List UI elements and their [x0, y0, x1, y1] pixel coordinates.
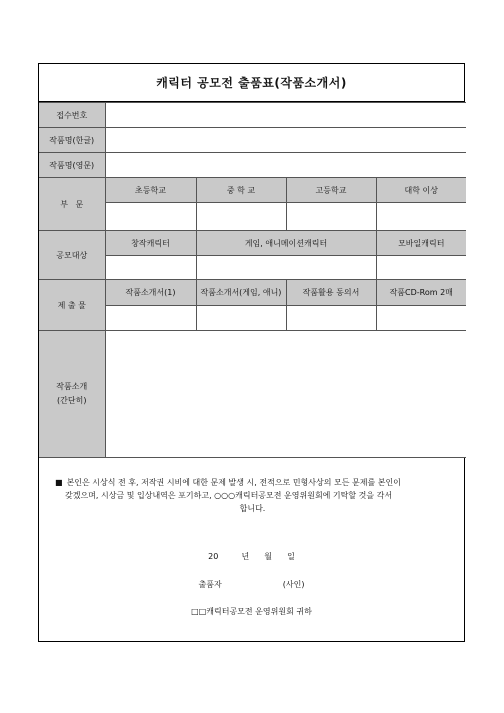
- intro-label: 작품소개 (간단히): [39, 331, 105, 458]
- category-option: 창작캐릭터: [105, 231, 196, 256]
- division-option: 고등학교: [286, 178, 376, 203]
- division-option: 대학 이상: [376, 178, 466, 203]
- category-check-original[interactable]: [105, 256, 196, 280]
- submissions-label: 제 출 물: [39, 280, 105, 331]
- submission-check-cdrom[interactable]: [376, 306, 466, 331]
- division-check-middle[interactable]: [196, 203, 286, 231]
- form-table: [39, 102, 466, 458]
- submission-check-intro-game[interactable]: [196, 306, 286, 331]
- intro-field[interactable]: [105, 331, 466, 458]
- pledge-line: 합니다.: [239, 504, 266, 513]
- category-option: 모바일캐릭터: [376, 231, 466, 256]
- category-check-game-animation[interactable]: [196, 256, 376, 280]
- date-year-prefix: 20: [208, 552, 219, 561]
- category-label: 공모대상: [39, 231, 105, 280]
- pledge-text: [55, 476, 450, 515]
- division-check-high[interactable]: [286, 203, 376, 231]
- category-option: 게임, 애니메이션캐릭터: [196, 231, 376, 256]
- title-korean-label: 작품명(한글): [39, 128, 105, 153]
- title-korean-field[interactable]: [105, 128, 466, 153]
- division-check-university[interactable]: [376, 203, 466, 231]
- pledge-section: [39, 456, 464, 642]
- title-english-field[interactable]: [105, 153, 466, 178]
- date-line: [39, 551, 464, 562]
- addressee: □□캐릭터공모전 운영위원회 귀하: [191, 607, 312, 616]
- submission-option: 작품소개서(게임, 애니): [196, 280, 286, 306]
- division-option: 초등학교: [105, 178, 196, 203]
- submission-option: 작품CD-Rom 2매: [376, 280, 466, 306]
- submission-check-intro[interactable]: [105, 306, 196, 331]
- date-day: 일: [287, 552, 295, 561]
- pledge-line: 갖겠으며, 시상금 및 입상내역은 포기하고, ○○○캐릭터공모전 운영위원회에 기탁할 것을 각서: [65, 491, 393, 500]
- date-month: 월: [264, 552, 272, 561]
- signer-seal[interactable]: (사인): [282, 580, 305, 589]
- date-year: 년: [241, 552, 250, 561]
- form-title: 캐릭터 공모전 출품표(작품소개서): [39, 64, 464, 102]
- signer-label: 출품자: [198, 580, 222, 589]
- submission-option: 작품소개서(1): [105, 280, 196, 306]
- bullet-square-icon: ■: [55, 478, 63, 487]
- submission-check-consent[interactable]: [286, 306, 376, 331]
- division-option: 중 학 교: [196, 178, 286, 203]
- division-check-elementary[interactable]: [105, 203, 196, 231]
- receipt-number-label: 접수번호: [39, 103, 105, 128]
- title-english-label: 작품명(영문): [39, 153, 105, 178]
- signer-line: [39, 579, 464, 590]
- division-label: 부 문: [39, 178, 105, 231]
- entry-form: [38, 63, 465, 642]
- category-check-mobile[interactable]: [376, 256, 466, 280]
- receipt-number-field[interactable]: [105, 103, 466, 128]
- pledge-line: 본인은 시상식 전 후, 저작권 시비에 대한 문제 발생 시, 전적으로 민형사상의 모든 문제를 본인이: [66, 478, 401, 487]
- submission-option: 작품활용 동의서: [286, 280, 376, 306]
